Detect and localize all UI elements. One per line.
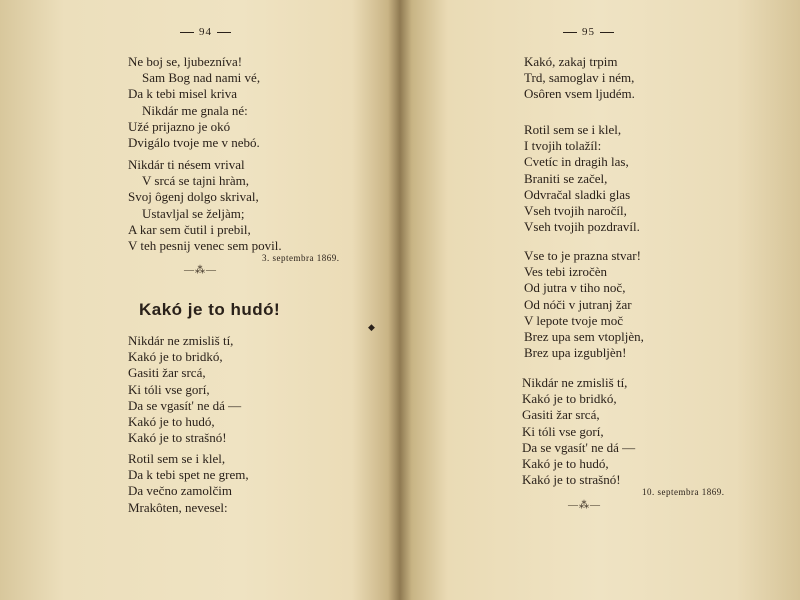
verse-line: Svoj ôgenj dolgo skrival, xyxy=(128,189,259,205)
verse-line: Kakó je to hudó, xyxy=(128,414,215,430)
right-stanza-1 xyxy=(524,54,635,103)
verse-line: Gasiti žar srcá, xyxy=(522,407,600,423)
verse-line: Užé prijazno je okó xyxy=(128,118,231,134)
verse-line: Sam Bog nad nami vé, xyxy=(142,70,261,86)
verse-line: Mrakôten, nevesel: xyxy=(128,499,228,515)
verse-line: Da k tebi misel kriva xyxy=(128,86,238,102)
verse-line: Kakó je to bridkó, xyxy=(522,391,617,407)
verse-line: Nikdár ne zmisliš tí, xyxy=(128,333,234,348)
verse-line: Ves tebi izročèn xyxy=(524,264,608,280)
verse-line: Nikdár me gnala né: xyxy=(142,102,248,118)
verse-line: V teh pesnij venec sem povil. xyxy=(128,238,282,254)
verse-line: Da k tebi spet ne grem, xyxy=(128,467,249,483)
verse-line: Nikdár ti nésem vrival xyxy=(128,157,245,172)
ornament-divider: —⁂— xyxy=(568,500,601,511)
left-stanza-2 xyxy=(128,157,282,254)
verse-line: Kakó je to strašnó! xyxy=(522,472,621,488)
margin-mark-icon: ◆ xyxy=(368,322,375,332)
verse-line: Brez upa izgubljèn! xyxy=(524,345,627,361)
poem-title: Kakó je to hudó! xyxy=(139,300,281,319)
verse-line: V lepote tvoje moč xyxy=(524,312,624,328)
right-stanza-2 xyxy=(524,122,640,235)
verse-line: Ki tóli vse gorí, xyxy=(128,381,210,397)
right-page-number: 95 xyxy=(558,26,619,38)
ornament-divider: —⁂— xyxy=(184,265,217,276)
verse-line: Dvigálo tvoje me v nebó. xyxy=(128,135,260,151)
right-page xyxy=(405,0,800,600)
verse-line: Da večno zamolčim xyxy=(128,483,232,499)
verse-line: Vse to je prazna stvar! xyxy=(524,248,641,263)
verse-line: Od jutra v tiho noč, xyxy=(524,280,626,296)
verse-line: Cvetíc in dragih las, xyxy=(524,154,629,170)
verse-line: Da se vgasít' ne dá — xyxy=(522,439,636,455)
right-stanza-3 xyxy=(524,248,644,361)
verse-line: A kar sem čutil i prebil, xyxy=(128,221,251,237)
left-page xyxy=(0,0,395,600)
verse-line: I tvojih tolažíl: xyxy=(524,138,602,154)
right-stanza-4 xyxy=(522,375,635,488)
verse-line: Gasiti žar srcá, xyxy=(128,365,206,381)
verse-line: Kakó je to strašnó! xyxy=(128,430,227,446)
left-poem-date: 3. septembra 1869. xyxy=(262,253,340,263)
left-stanza-4 xyxy=(128,451,249,516)
right-poem-date: 10. septembra 1869. xyxy=(642,487,725,497)
verse-line: Odvračal sladki glas xyxy=(524,186,631,202)
verse-line: Kakó je to hudó, xyxy=(522,456,609,472)
verse-line: Vseh tvojih pozdravíl. xyxy=(524,219,640,235)
verse-line: Od nóči v jutranj žar xyxy=(524,296,632,312)
verse-line: Nikdár ne zmisliš tí, xyxy=(522,375,628,390)
verse-line: V srcá se tajni hràm, xyxy=(142,173,249,189)
left-stanza-3 xyxy=(128,333,241,446)
verse-line: Ne boj se, ljubezníva! xyxy=(128,54,243,69)
verse-line: Osôren vsem ljudém. xyxy=(524,86,635,102)
verse-line: Da se vgasít' ne dá — xyxy=(128,397,242,413)
verse-line: Braniti se začel, xyxy=(524,170,608,186)
verse-line: Vseh tvojih naročíl, xyxy=(524,203,627,219)
verse-line: Kakó, zakaj trpim xyxy=(524,54,618,69)
verse-line: Brez upa sem vtopljèn, xyxy=(524,329,644,345)
verse-line: Ustavljal se željàm; xyxy=(142,205,245,221)
verse-line: Rotil sem se i klel, xyxy=(524,122,622,137)
verse-line: Rotil sem se i klel, xyxy=(128,451,226,466)
verse-line: Ki tóli vse gorí, xyxy=(522,423,604,439)
left-stanza-1 xyxy=(128,54,260,151)
verse-line: Kakó je to bridkó, xyxy=(128,349,223,365)
left-page-number: 94 xyxy=(175,26,236,38)
verse-line: Trd, samoglav i ném, xyxy=(524,70,635,86)
